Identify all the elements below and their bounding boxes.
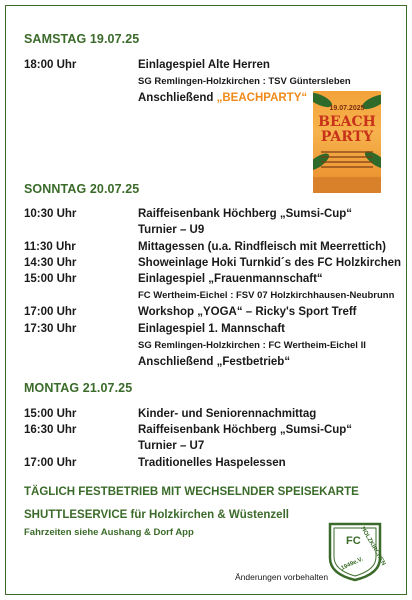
poster-date: 19.07.2025 (329, 105, 365, 112)
day-heading-monday: MONTAG 21.07.25 (24, 381, 133, 395)
event-sat-alte-herren: Einlagespiel Alte Herren (138, 59, 270, 71)
fc-holzkirchen-logo (324, 520, 386, 582)
event-mon-kinder: Kinder- und Seniorennachmittag (138, 408, 317, 420)
event-sun-showeinlage: Showeinlage Hoki Turnkid´s des FC Holzkirchen (138, 257, 402, 269)
poster-fine-print (321, 151, 373, 171)
poster-word-party: PARTY (320, 129, 374, 145)
match-sun-1-mannschaft: SG Remlingen-Holzkirchen : FC Wertheim-Eichel II (138, 340, 366, 351)
day-heading-sunday: SONNTAG 20.07.25 (24, 182, 140, 196)
program-frame (5, 5, 407, 595)
poster-word-beach: BEACH (318, 114, 376, 130)
poster-sand (313, 177, 381, 193)
event-sun-yoga: Workshop „YOGA“ – Ricky's Sport Treff (138, 306, 357, 318)
time-sun-1500: 15:00 Uhr (24, 273, 77, 285)
shuttle-times: Fahrzeiten siehe Aushang & Dorf App (24, 527, 194, 538)
event-sun-mittagessen: Mittagessen (u.a. Rindfleisch mit Meerrettich) (138, 241, 386, 253)
shuttle-service: SHUTTLESERVICE für Holzkirchen & Wüstenzell (24, 509, 289, 521)
logo-club-name: HOLZKIRCHEN (359, 526, 386, 567)
event-sat-beachparty (138, 92, 307, 104)
logo-year: 1949e.V. (340, 556, 365, 572)
event-mon-turnier-u7: Turnier – U7 (138, 440, 205, 452)
time-sun-1730: 17:30 Uhr (24, 323, 77, 335)
time-sun-1130: 11:30 Uhr (24, 241, 76, 253)
time-mon-1500: 15:00 Uhr (24, 408, 77, 420)
beachparty-prefix: Anschließend (138, 92, 217, 104)
time-sun-1700: 17:00 Uhr (24, 306, 77, 318)
beachparty-highlight: „BEACHPARTY“ (216, 92, 308, 104)
daily-festbetrieb: TÄGLICH FESTBETRIEB MIT WECHSELNDER SPEISEKARTE (24, 486, 359, 498)
changes-note: Änderungen vorbehalten (235, 572, 329, 582)
time-sun-1430: 14:30 Uhr (24, 257, 77, 269)
time-sat-1800: 18:00 Uhr (24, 59, 77, 71)
event-mon-haspelessen: Traditionelles Haspelessen (138, 457, 286, 469)
match-sat: SG Remlingen-Holzkirchen : TSV Güntersleben (138, 76, 351, 87)
event-mon-sumsi-cup: Raiffeisenbank Höchberg „Sumsi-Cup“ (138, 424, 353, 436)
time-mon-1630: 16:30 Uhr (24, 424, 77, 436)
time-sun-1030: 10:30 Uhr (24, 208, 77, 220)
beachparty-poster (313, 91, 381, 193)
event-sun-1-mannschaft: Einlagespiel 1. Mannschaft (138, 323, 285, 335)
day-heading-saturday: SAMSTAG 19.07.25 (24, 32, 140, 46)
match-sun-frauen: FC Wertheim-Eichel : FSV 07 Holzkirchhausen-Neubrunn (138, 290, 395, 301)
event-sun-sumsi-cup: Raiffeisenbank Höchberg „Sumsi-Cup“ (138, 208, 353, 220)
time-mon-1700: 17:00 Uhr (24, 457, 77, 469)
event-sun-frauen: Einlagespiel „Frauenmannschaft“ (138, 273, 323, 285)
logo-fc-text: FC (346, 535, 361, 547)
event-sun-festbetrieb: Anschließend „Festbetrieb“ (138, 356, 291, 368)
event-sun-turnier-u9: Turnier – U9 (138, 224, 205, 236)
